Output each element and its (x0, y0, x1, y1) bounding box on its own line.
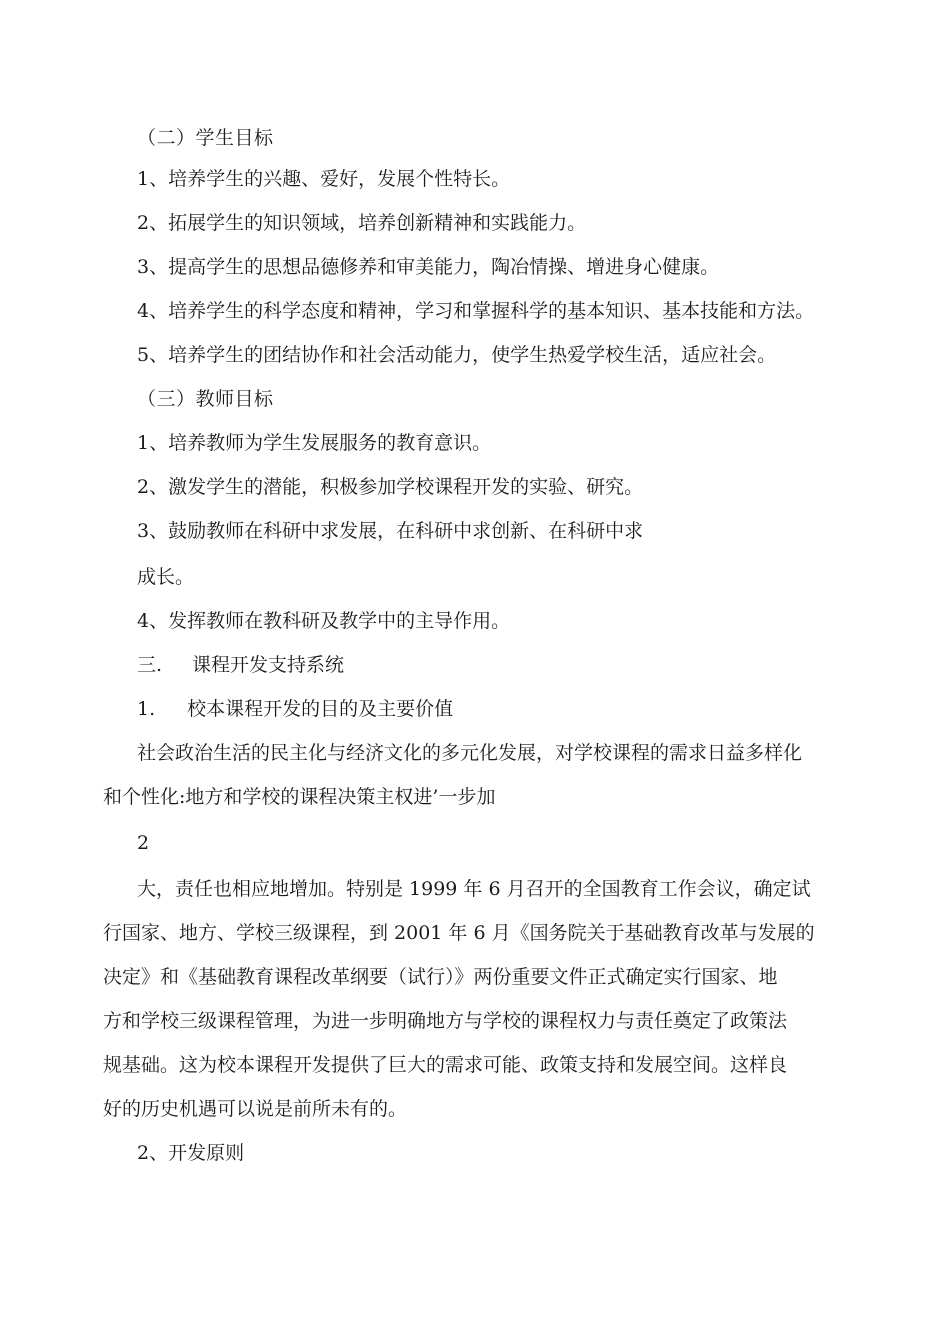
teacher-goal-item: 4、发挥教师在教科研及教学中的主导作用。 (137, 610, 511, 632)
teacher-goals-heading: （三）教师目标 (137, 388, 274, 410)
paragraph-line: 好的历史机遇可以说是前所未有的。 (103, 1098, 408, 1120)
paragraph-line: 决定》和《基础教育课程改革纲要（试行）》两份重要文件正式确定实行国家、地 (103, 966, 778, 988)
section-number: 三. (137, 654, 163, 676)
page-number: 2 (137, 832, 150, 854)
paragraph-line: 方和学校三级课程管理，为进一步明确地方与学校的课程权力与责任奠定了政策法 (103, 1010, 788, 1032)
student-goal-item: 2、拓展学生的知识领域，培养创新精神和实践能力。 (137, 212, 587, 234)
teacher-goal-item-continued: 成长。 (137, 566, 195, 588)
student-goal-item: 1、培养学生的兴趣、爱好，发展个性特长。 (137, 168, 511, 190)
paragraph-line: 大，责任也相应地增加。特别是 1999 年 6 月召开的全国教育工作会议，确定试 (137, 878, 811, 900)
subsection-heading (137, 697, 453, 721)
subsection-number: 1. (137, 698, 156, 720)
subsection-heading: 2、开发原则 (137, 1142, 245, 1164)
paragraph-line: 和个性化:地方和学校的课程决策主权进’一步加 (103, 786, 496, 808)
paragraph-line: 行国家、地方、学校三级课程，到 2001 年 6 月《国务院关于基础教育改革与发展的 (103, 922, 815, 944)
subsection-title: 校本课程开发的目的及主要价值 (187, 698, 454, 720)
paragraph-line: 社会政治生活的民主化与经济文化的多元化发展，对学校课程的需求日益多样化 (137, 742, 803, 764)
section-title: 课程开发支持系统 (192, 654, 345, 676)
teacher-goal-item: 1、培养教师为学生发展服务的教育意识。 (137, 432, 492, 454)
student-goal-item: 4、培养学生的科学态度和精神，学习和掌握科学的基本知识、基本技能和方法。 (137, 300, 815, 322)
student-goals-heading: （二）学生目标 (137, 127, 274, 149)
section-heading (137, 653, 344, 677)
teacher-goal-item: 3、鼓励教师在科研中求发展，在科研中求创新、在科研中求 (137, 520, 644, 542)
paragraph-line: 规基础。这为校本课程开发提供了巨大的需求可能、政策支持和发展空间。这样良 (103, 1054, 788, 1076)
student-goal-item: 5、培养学生的团结协作和社会活动能力，使学生热爱学校生活，适应社会。 (137, 344, 777, 366)
student-goal-item: 3、提高学生的思想品德修养和审美能力，陶冶情操、增进身心健康。 (137, 256, 720, 278)
teacher-goal-item: 2、激发学生的潜能，积极参加学校课程开发的实验、研究。 (137, 476, 644, 498)
